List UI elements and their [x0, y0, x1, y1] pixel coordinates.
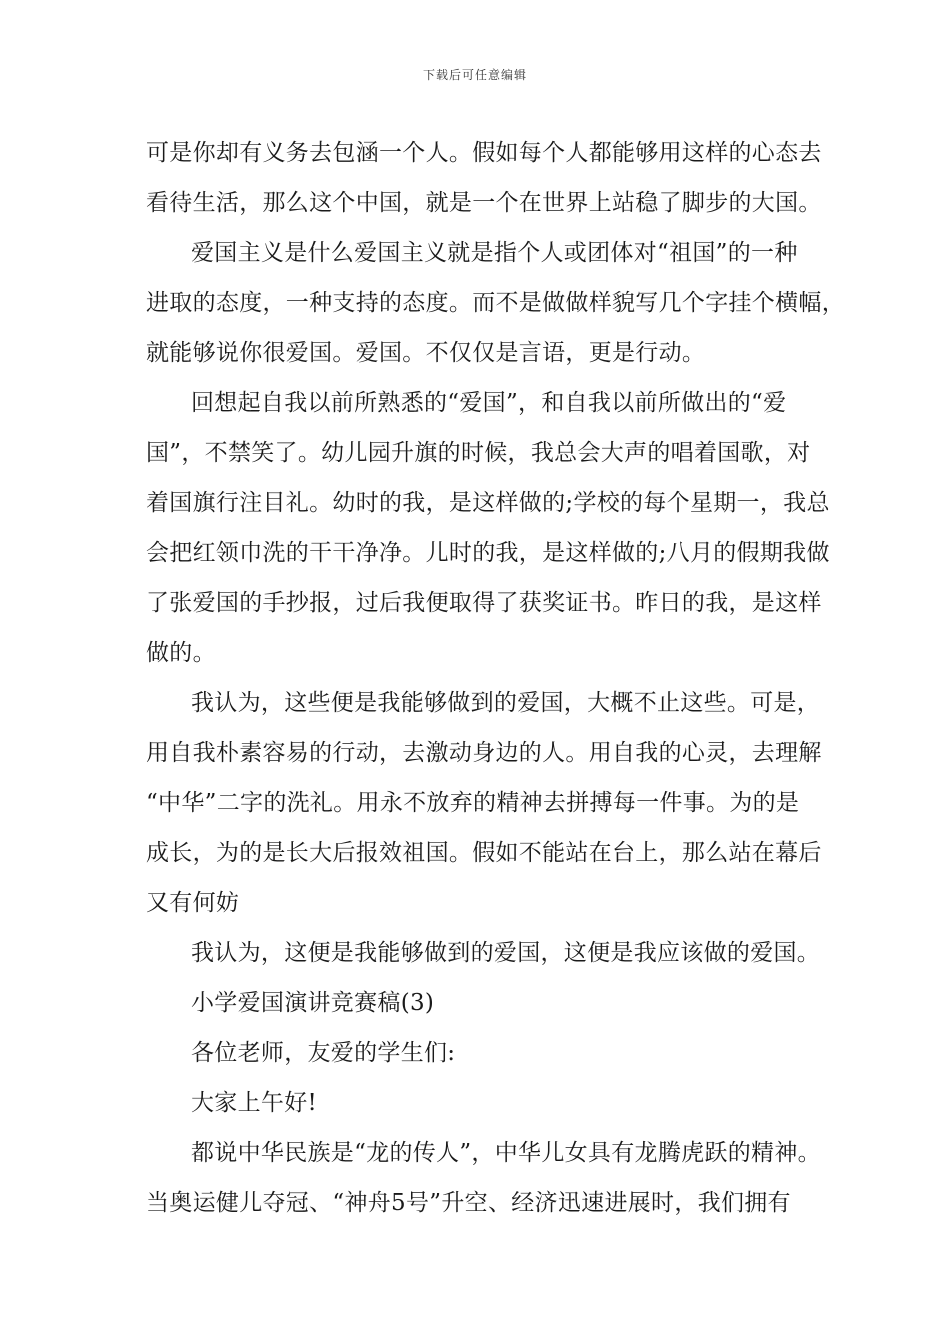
- text-line: 做的。: [146, 640, 216, 666]
- section-title: 小学爱国演讲竞赛稿(3): [191, 990, 435, 1016]
- text-line: 可是你却有义务去包涵一个人。假如每个人都能够用这样的心态去: [146, 140, 822, 166]
- salutation: 各位老师，友爱的学生们:: [191, 1040, 456, 1066]
- paragraph-start: 爱国主义是什么爱国主义就是指个人或团体对“祖国”的一种: [191, 240, 798, 266]
- greeting: 大家上午好!: [191, 1090, 318, 1116]
- text-line: 就能够说你很爱国。爱国。不仅仅是言语，更是行动。: [146, 340, 706, 366]
- paragraph-start: 回想起自我以前所熟悉的“爱国”，和自我以前所做出的“爱: [191, 390, 787, 416]
- text-line: 成长，为的是长大后报效祖国。假如不能站在台上，那么站在幕后: [146, 840, 822, 866]
- paragraph-start: 我认为，这些便是我能够做到的爱国，大概不止这些。可是，: [191, 690, 821, 716]
- text-line: “中华”二字的洗礼。用永不放弃的精神去拼搏每一件事。为的是: [146, 790, 800, 816]
- document-body: [146, 128, 845, 1228]
- text-line: 又有何妨: [146, 890, 240, 916]
- paragraph-start: 我认为，这便是我能够做到的爱国，这便是我应该做的爱国。: [191, 940, 821, 966]
- paragraph-start: 都说中华民族是“龙的传人”，中华儿女具有龙腾虎跃的精神。: [191, 1140, 821, 1166]
- text-line: 着国旗行注目礼。幼时的我，是这样做的;学校的每个星期一，我总: [146, 490, 830, 516]
- page-header: 下载后可任意编辑: [422, 68, 527, 82]
- text-line: 了张爱国的手抄报，过后我便取得了获奖证书。昨日的我，是这样: [146, 590, 822, 616]
- text-line: 看待生活，那么这个中国，就是一个在世界上站稳了脚步的大国。: [146, 190, 822, 216]
- text-line: 用自我朴素容易的行动，去激动身边的人。用自我的心灵，去理解: [146, 740, 822, 766]
- text-line: 国”，不禁笑了。幼儿园升旗的时候，我总会大声的唱着国歌，对: [146, 440, 811, 466]
- text-line: 当奥运健儿夺冠、“神舟5号”升空、经济迅速进展时，我们拥有: [146, 1190, 791, 1216]
- text-line: 会把红领巾洗的干干净净。儿时的我，是这样做的;八月的假期我做: [146, 540, 830, 566]
- text-line: 进取的态度，一种支持的态度。而不是做做样貌写几个字挂个横幅，: [146, 290, 845, 316]
